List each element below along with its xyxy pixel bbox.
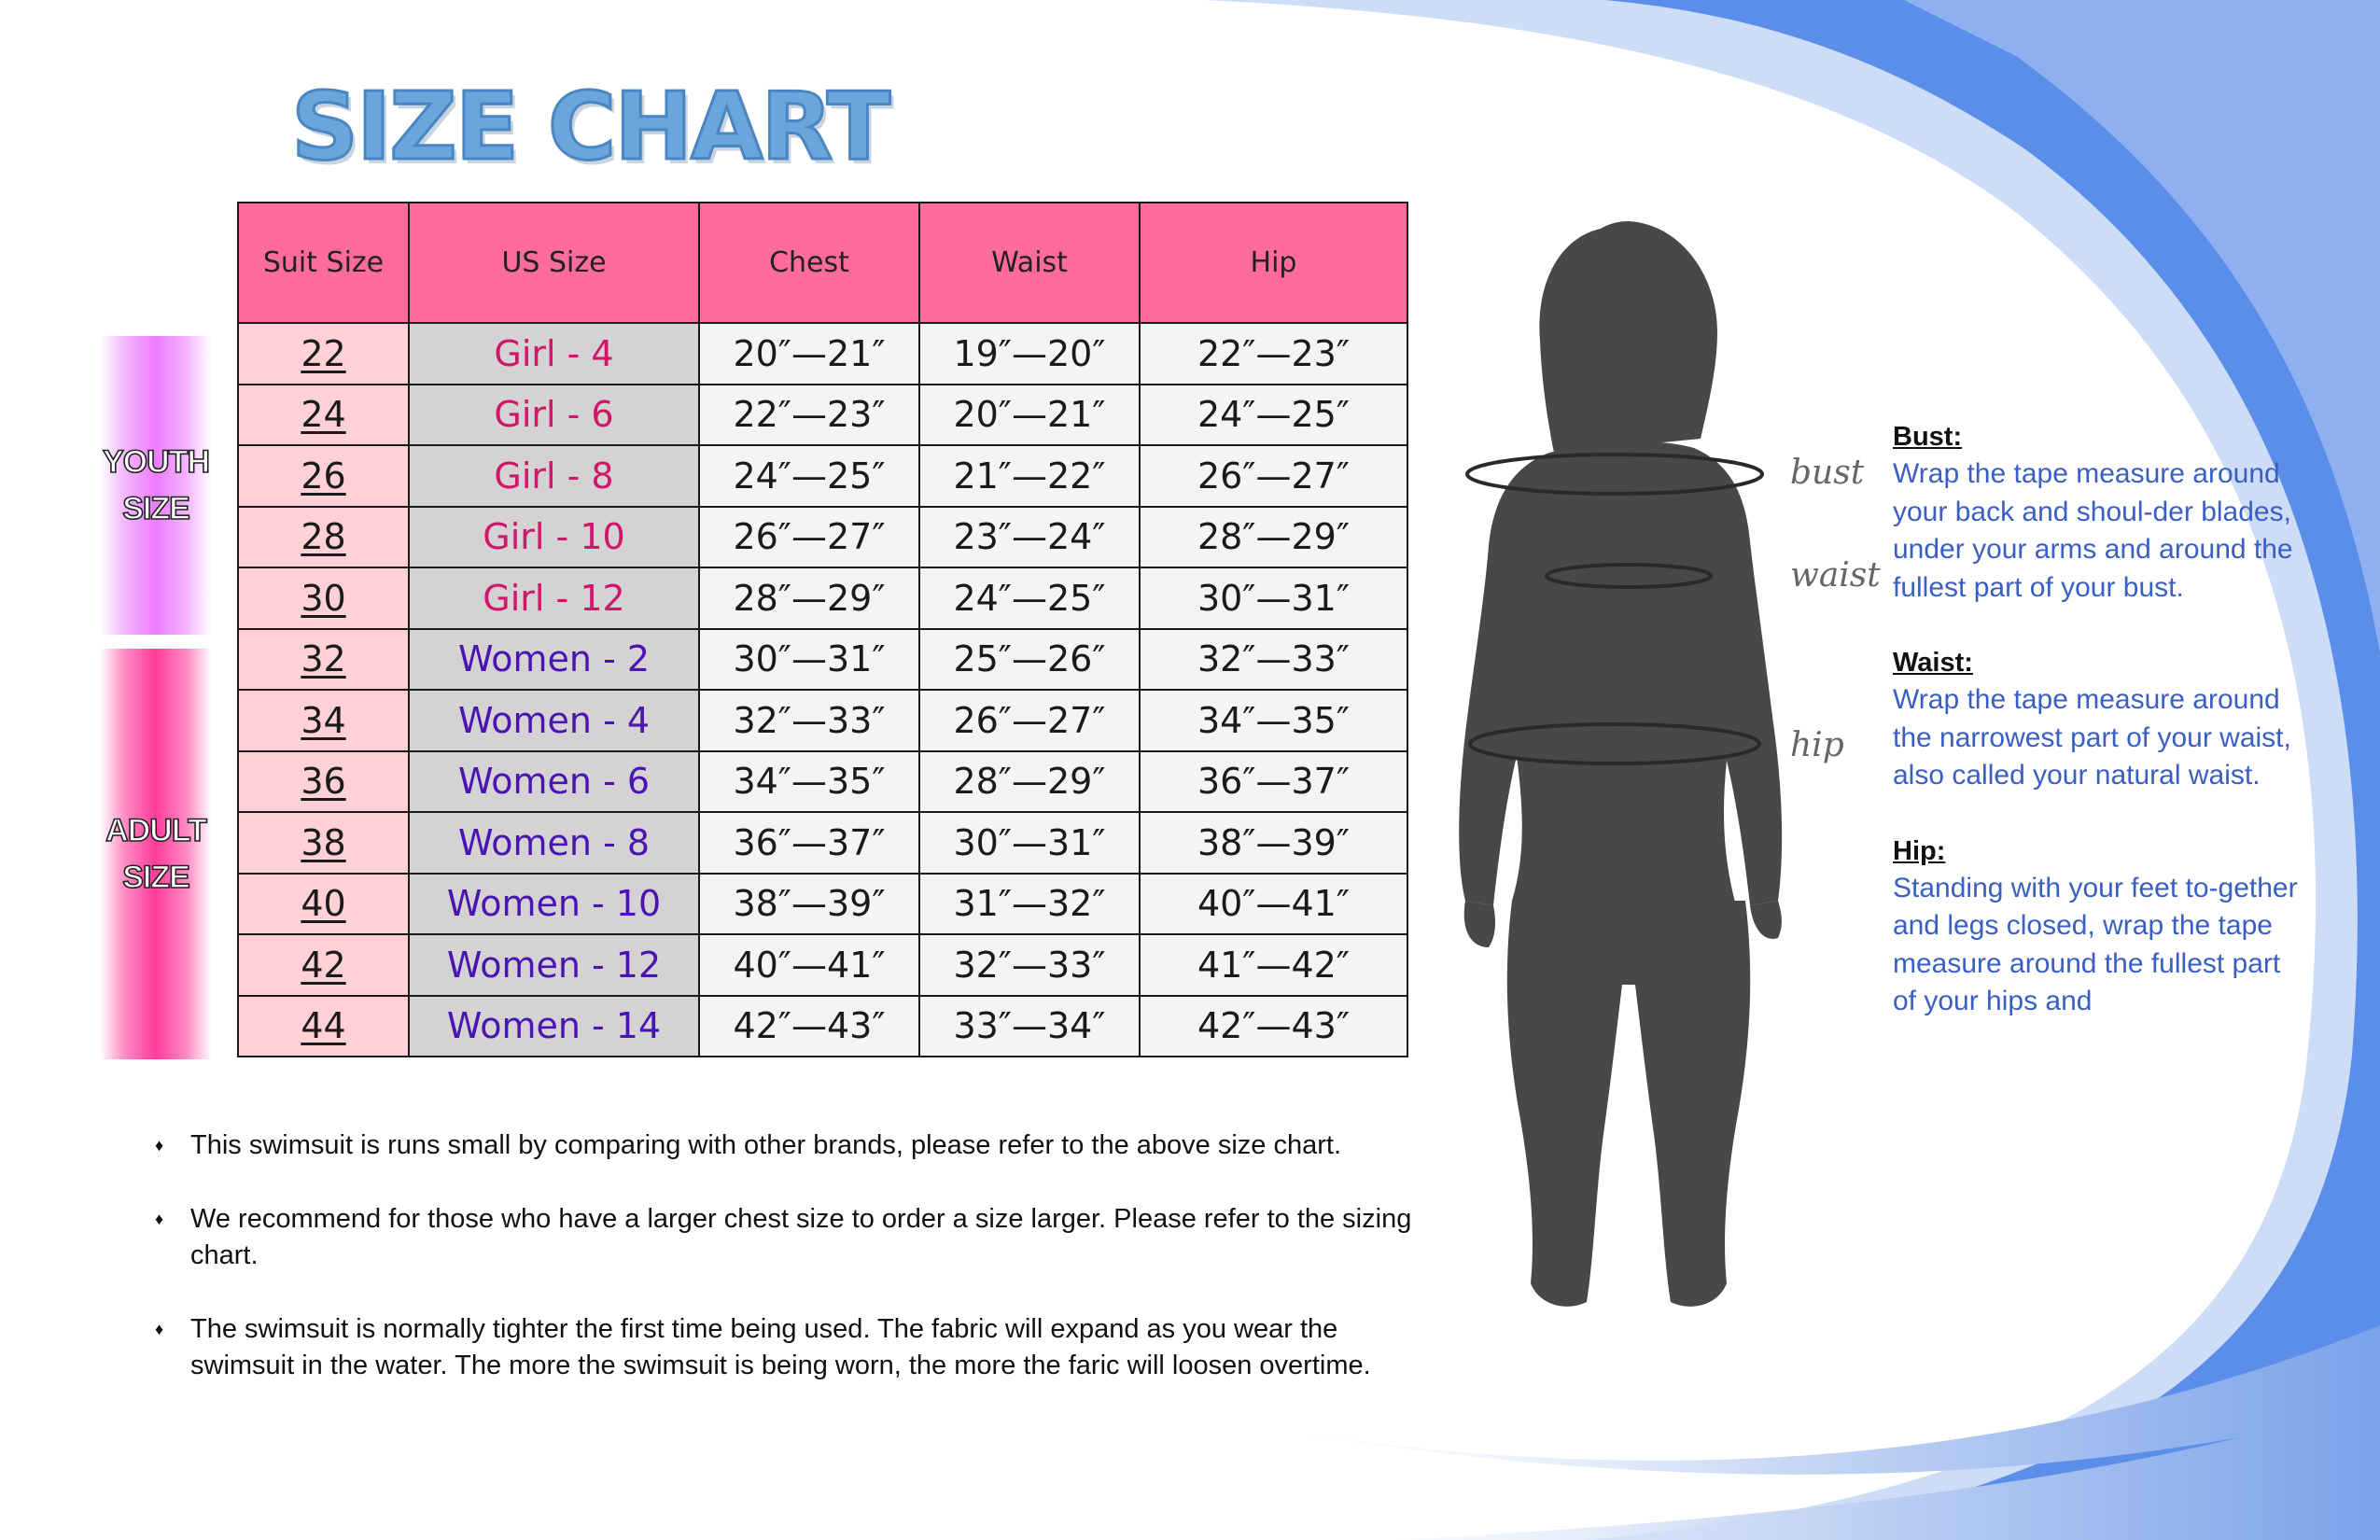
hip-cell: 38″—39″ [1140,812,1407,874]
waist-cell: 24″—25″ [919,567,1140,629]
suit-size-cell: 44 [238,996,409,1057]
page-title: SIZE CHART [291,72,889,181]
table-row [238,934,1407,996]
waist-cell: 23″—24″ [919,507,1140,568]
us-size-cell: Women - 12 [409,934,699,996]
table-row [238,751,1407,813]
table-header-row [238,203,1407,323]
hip-cell: 42″—43″ [1140,996,1407,1057]
note-item [149,1127,1428,1164]
suit-size-cell: 32 [238,629,409,691]
bullet-icon: ♦ [155,1210,164,1228]
us-size-cell: Women - 6 [409,751,699,813]
us-size-cell: Women - 2 [409,629,699,691]
table-row [238,629,1407,691]
us-size-cell: Girl - 4 [409,323,699,385]
us-size-cell: Girl - 6 [409,385,699,446]
waist-cell: 19″—20″ [919,323,1140,385]
hip-guide-text: Standing with your feet to-gether and legs closed, wrap the tape measure around the fullest part of your hips and [1893,872,2298,1016]
table-row [238,567,1407,629]
hip-cell: 24″—25″ [1140,385,1407,446]
table-row [238,996,1407,1057]
hip-cell: 32″—33″ [1140,629,1407,691]
suit-size-cell: 36 [238,751,409,813]
chest-cell: 24″—25″ [699,445,919,507]
bullet-icon: ♦ [155,1320,164,1338]
hip-cell: 41″—42″ [1140,934,1407,996]
waist-cell: 25″—26″ [919,629,1140,691]
note-item [149,1311,1428,1384]
hip-label: hip [1790,726,1844,764]
header-chest: Chest [699,203,919,323]
waist-cell: 32″—33″ [919,934,1140,996]
table-row [238,507,1407,568]
suit-size-cell: 38 [238,812,409,874]
waist-cell: 33″—34″ [919,996,1140,1057]
youth-label-line-1: YOUTH [103,444,209,480]
hip-cell: 26″—27″ [1140,445,1407,507]
note-text: The swimsuit is normally tighter the first time being used. The fabric will expand as you wear the swimsuit in the water. The more the swimsuit is being worn, the more the faric will loosen overtime. [190,1314,1371,1380]
adult-label-line-1: ADULT [105,813,206,848]
bust-guide-text: Wrap the tape measure around your back and shoul-der blades, under your arms and around the fullest part of your bust. [1893,458,2293,603]
notes-list [149,1127,1428,1421]
hip-cell: 30″—31″ [1140,567,1407,629]
waist-cell: 21″—22″ [919,445,1140,507]
measuring-guide [1893,418,2303,1058]
header-suit-size: Suit Size [238,203,409,323]
bullet-icon: ♦ [155,1136,164,1155]
note-text: This swimsuit is runs small by comparing with other brands, please refer to the above size chart. [190,1130,1342,1160]
us-size-cell: Women - 8 [409,812,699,874]
adult-size-label [100,649,212,1059]
table-row [238,690,1407,751]
header-hip: Hip [1140,203,1407,323]
hip-guide-heading: Hip: [1893,835,1946,866]
waist-label: waist [1790,556,1881,595]
suit-size-cell: 34 [238,690,409,751]
hip-cell: 28″—29″ [1140,507,1407,568]
waist-cell: 31″—32″ [919,874,1140,935]
table-row [238,385,1407,446]
waist-cell: 30″—31″ [919,812,1140,874]
chest-cell: 38″—39″ [699,874,919,935]
us-size-cell: Girl - 10 [409,507,699,568]
chest-cell: 42″—43″ [699,996,919,1057]
chest-cell: 34″—35″ [699,751,919,813]
hip-cell: 34″—35″ [1140,690,1407,751]
table-row [238,874,1407,935]
header-us-size: US Size [409,203,699,323]
chest-cell: 26″—27″ [699,507,919,568]
waist-guide-text: Wrap the tape measure around the narrowest part of your waist, also called your natural waist. [1893,684,2291,791]
us-size-cell: Women - 4 [409,690,699,751]
suit-size-cell: 22 [238,323,409,385]
waist-cell: 26″—27″ [919,690,1140,751]
size-table [237,202,1408,1057]
waist-cell: 28″—29″ [919,751,1140,813]
note-item [149,1201,1428,1274]
chest-cell: 28″—29″ [699,567,919,629]
suit-size-cell: 24 [238,385,409,446]
us-size-cell: Women - 10 [409,874,699,935]
chest-cell: 36″—37″ [699,812,919,874]
waist-guide-heading: Waist: [1893,648,1973,678]
us-size-cell: Girl - 8 [409,445,699,507]
chest-cell: 32″—33″ [699,690,919,751]
hip-cell: 22″—23″ [1140,323,1407,385]
table-row [238,445,1407,507]
adult-label-line-2: SIZE [122,860,189,895]
suit-size-cell: 42 [238,934,409,996]
table-row [238,812,1407,874]
us-size-cell: Women - 14 [409,996,699,1057]
note-text: We recommend for those who have a larger chest size to order a size larger. Please refer to the sizing chart. [190,1204,1412,1270]
suit-size-cell: 26 [238,445,409,507]
chest-cell: 22″—23″ [699,385,919,446]
hip-cell: 36″—37″ [1140,751,1407,813]
chest-cell: 20″—21″ [699,323,919,385]
youth-size-label [100,336,212,635]
suit-size-cell: 30 [238,567,409,629]
suit-size-cell: 40 [238,874,409,935]
waist-cell: 20″—21″ [919,385,1140,446]
hip-cell: 40″—41″ [1140,874,1407,935]
chest-cell: 40″—41″ [699,934,919,996]
bust-label: bust [1790,454,1865,492]
header-waist: Waist [919,203,1140,323]
bust-guide-heading: Bust: [1893,422,1963,452]
chest-cell: 30″—31″ [699,629,919,691]
youth-label-line-2: SIZE [122,491,189,526]
female-silhouette-icon [1437,210,1923,1330]
us-size-cell: Girl - 12 [409,567,699,629]
suit-size-cell: 28 [238,507,409,568]
table-row [238,323,1407,385]
